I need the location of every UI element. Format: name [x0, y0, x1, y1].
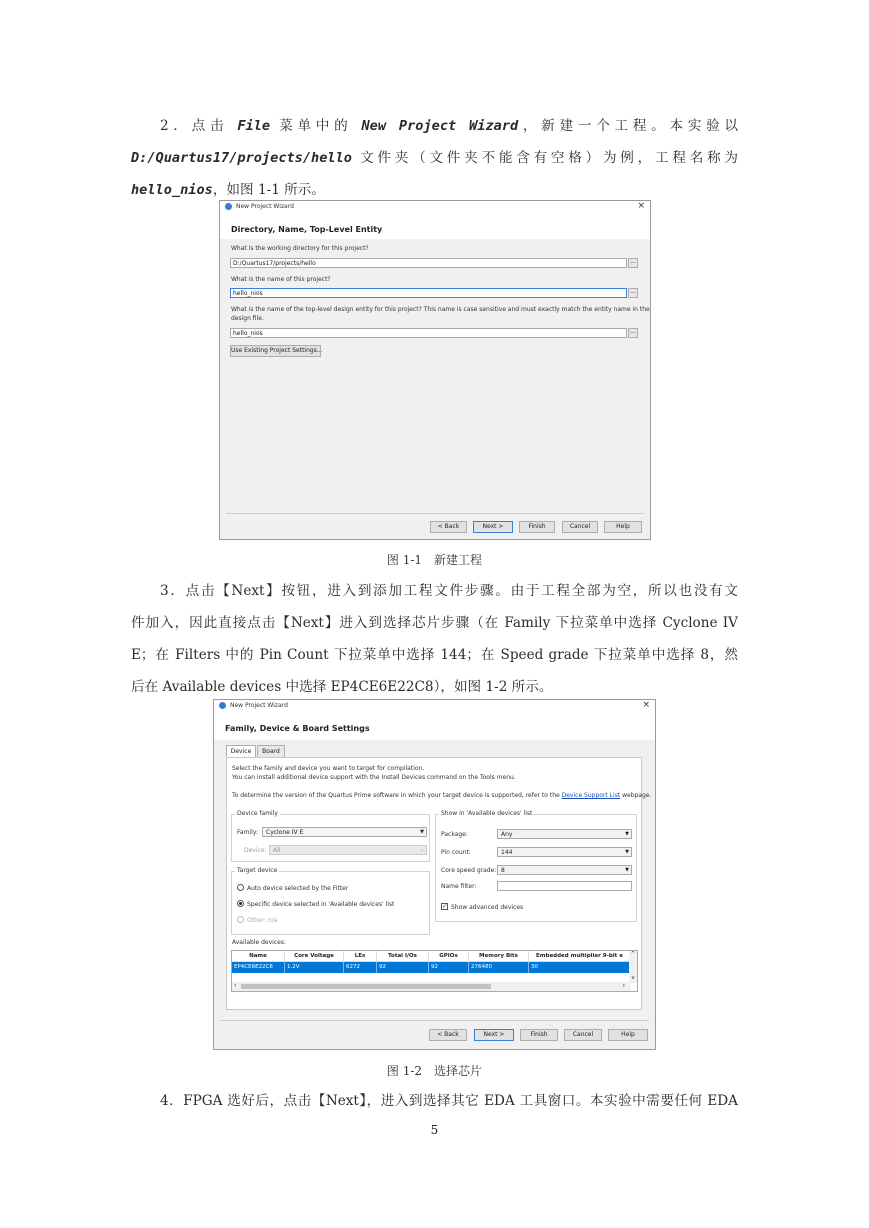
- chevron-down-icon: ▼: [420, 829, 424, 835]
- paragraph-3-line-2: 件加入，因此直接点击【Next】进入到选择芯片步骤（在 Family 下拉菜单中选择 Cyclone IV: [131, 615, 738, 631]
- device-select: All ⌄: [269, 845, 427, 855]
- scroll-thumb[interactable]: [241, 984, 491, 989]
- page-heading: Directory, Name, Top-Level Entity: [231, 225, 383, 234]
- top-level-entity-label-2: design file.: [231, 315, 264, 322]
- device-tab-panel: [226, 757, 652, 1010]
- help-button[interactable]: Help: [608, 1029, 648, 1041]
- footer-separator: [226, 513, 644, 514]
- table-cell: EP4CE6E22C8: [232, 962, 285, 973]
- paragraph-3: [131, 575, 738, 703]
- title-bar: [214, 700, 655, 712]
- top-level-entity-field[interactable]: hello_nios: [230, 328, 627, 338]
- working-directory-label: What is the working directory for this project?: [231, 245, 369, 252]
- column-header[interactable]: GPIOs: [429, 951, 469, 962]
- scroll-up-icon[interactable]: ^: [630, 951, 636, 957]
- info-line-1: Select the family and device you want to target for compilation.: [232, 765, 425, 772]
- finish-button[interactable]: Finish: [519, 521, 555, 533]
- speed-grade-label: Core speed grade:: [441, 867, 497, 874]
- page-heading: Family, Device & Board Settings: [225, 724, 370, 733]
- show-in-available-group-title: Show in 'Available devices' list: [441, 810, 533, 817]
- package-label: Package:: [441, 831, 468, 838]
- package-select[interactable]: Any ▼: [497, 829, 632, 839]
- back-button[interactable]: < Back: [429, 1029, 467, 1041]
- other-device-radio: [237, 916, 244, 923]
- device-family-group-title: Device family: [237, 810, 278, 817]
- project-name-field[interactable]: hello_nios: [230, 288, 627, 298]
- table-cell: 1.2V: [285, 962, 344, 973]
- paragraph-4: [131, 1085, 738, 1117]
- available-devices-table[interactable]: [231, 950, 638, 992]
- other-device-label: Other: n/a: [247, 917, 278, 924]
- device-support-list-link[interactable]: Device Support List: [561, 792, 621, 799]
- device-label: Device:: [244, 847, 267, 854]
- chevron-down-icon: ⌄: [419, 847, 424, 853]
- close-icon[interactable]: ×: [642, 700, 650, 710]
- name-filter-label: Name filter:: [441, 883, 477, 890]
- speed-grade-select[interactable]: 8 ▼: [497, 865, 632, 875]
- cancel-button[interactable]: Cancel: [564, 1029, 602, 1041]
- auto-device-label: Auto device selected by the Fitter: [247, 885, 349, 892]
- paragraph-3-line-3: E；在 Filters 中的 Pin Count 下拉菜单中选择 144；在 Speed grade 下拉菜单中选择 8，然: [131, 647, 738, 663]
- paragraph-4-line-1: 4．FPGA 选好后，点击【Next】，进入到选择其它 EDA 工具窗口。本实验中需要任何 EDA: [160, 1093, 738, 1109]
- chevron-down-icon: ▼: [625, 831, 629, 837]
- title-bar: [220, 201, 650, 213]
- scroll-left-icon[interactable]: ‹: [234, 982, 237, 989]
- info-line-3: To determine the version of the Quartus Prime software in which your target device is supported, refer to the Device Support List webpage.: [232, 792, 652, 799]
- project-name-label: What is the name of this project?: [231, 276, 331, 283]
- column-header[interactable]: Total I/Os: [377, 951, 429, 962]
- browse-name-button[interactable]: ...: [628, 288, 638, 298]
- specific-device-label: Specific device selected in 'Available devices' list: [247, 901, 395, 908]
- new-project-wizard-dialog-1: [219, 200, 651, 540]
- show-advanced-checkbox[interactable]: ✓: [442, 903, 448, 910]
- column-header[interactable]: Memory Bits: [469, 951, 529, 962]
- figure-1-caption: 图 1-1 新建工程: [386, 553, 483, 567]
- quartus-app-icon: [225, 203, 232, 210]
- paragraph-2-line-1: 2．点击 File 菜单中的 New Project Wizard，新建一个工程。本实验以: [160, 118, 738, 134]
- paragraph-2-line-3: hello_nios，如图 1-1 所示。: [131, 182, 325, 198]
- info-line-2: You can install additional device support with the Install Devices command on the Tools menu.: [232, 774, 516, 781]
- window-title: New Project Wizard: [236, 203, 294, 210]
- show-advanced-label: Show advanced devices: [451, 904, 524, 911]
- horizontal-scrollbar[interactable]: [232, 982, 631, 991]
- target-device-group-title: Target device: [237, 867, 278, 874]
- wizard-header: [220, 213, 650, 239]
- quartus-app-icon: [219, 702, 226, 709]
- figure-2-caption: 图 1-2 选择芯片: [386, 1064, 483, 1078]
- help-button[interactable]: Help: [604, 521, 642, 533]
- paragraph-2: [131, 110, 738, 206]
- chevron-down-icon: ▼: [625, 849, 629, 855]
- page-number: 5: [430, 1123, 439, 1137]
- footer-separator: [220, 1020, 649, 1021]
- table-row[interactable]: [232, 962, 631, 973]
- browse-entity-button[interactable]: ...: [628, 328, 638, 338]
- name-filter-input[interactable]: [497, 881, 632, 891]
- working-directory-field[interactable]: D:/Quartus17/projects/hello: [230, 258, 627, 268]
- chevron-down-icon: ▼: [625, 867, 629, 873]
- close-icon[interactable]: ×: [637, 201, 645, 211]
- wizard-header: [214, 712, 655, 740]
- back-button[interactable]: < Back: [430, 521, 467, 533]
- scroll-right-icon[interactable]: ›: [622, 982, 625, 989]
- pin-count-label: Pin count:: [441, 849, 471, 856]
- table-cell: 30: [529, 962, 631, 973]
- new-project-wizard-dialog-2: [213, 699, 656, 1050]
- column-header[interactable]: Core Voltage: [285, 951, 344, 962]
- table-cell: 6272: [344, 962, 377, 973]
- scroll-down-icon[interactable]: v: [631, 975, 635, 981]
- next-button[interactable]: Next >: [474, 1029, 514, 1041]
- paragraph-3-line-4: 后在 Available devices 中选择 EP4CE6E22C8），如图 1-2 所示。: [131, 679, 553, 695]
- tab-device[interactable]: Device: [226, 745, 256, 757]
- use-existing-settings-button[interactable]: Use Existing Project Settings...: [230, 345, 321, 357]
- window-title: New Project Wizard: [230, 702, 288, 709]
- top-level-entity-label-1: What is the name of the top-level design entity for this project? This name is case sensitive and must exactly match the entity name in the: [231, 306, 650, 313]
- table-cell: 92: [429, 962, 469, 973]
- tab-board[interactable]: Board: [257, 745, 285, 757]
- column-header[interactable]: Embedded multiplier 9-bit e: [529, 951, 631, 962]
- browse-directory-button[interactable]: ...: [628, 258, 638, 268]
- next-button[interactable]: Next >: [473, 521, 513, 533]
- column-header[interactable]: Name: [232, 951, 285, 962]
- table-cell: 92: [377, 962, 429, 973]
- auto-device-radio[interactable]: [237, 884, 244, 891]
- pin-count-select[interactable]: 144 ▼: [497, 847, 632, 857]
- specific-device-radio[interactable]: [237, 900, 244, 907]
- column-header[interactable]: LEs: [344, 951, 377, 962]
- family-label: Family:: [237, 829, 258, 836]
- family-select[interactable]: Cyclone IV E ▼: [262, 827, 427, 837]
- finish-button[interactable]: Finish: [520, 1029, 558, 1041]
- paragraph-3-line-1: 3．点击【Next】按钮，进入到添加工程文件步骤。由于工程全部为空，所以也没有文: [160, 583, 738, 599]
- table-cell: 276480: [469, 962, 529, 973]
- cancel-button[interactable]: Cancel: [562, 521, 598, 533]
- paragraph-2-line-2: D:/Quartus17/projects/hello 文件夹（文件夹不能含有空格）为例，工程名称为: [131, 150, 738, 166]
- vertical-scrollbar[interactable]: [629, 951, 637, 983]
- available-devices-label: Available devices:: [232, 939, 286, 946]
